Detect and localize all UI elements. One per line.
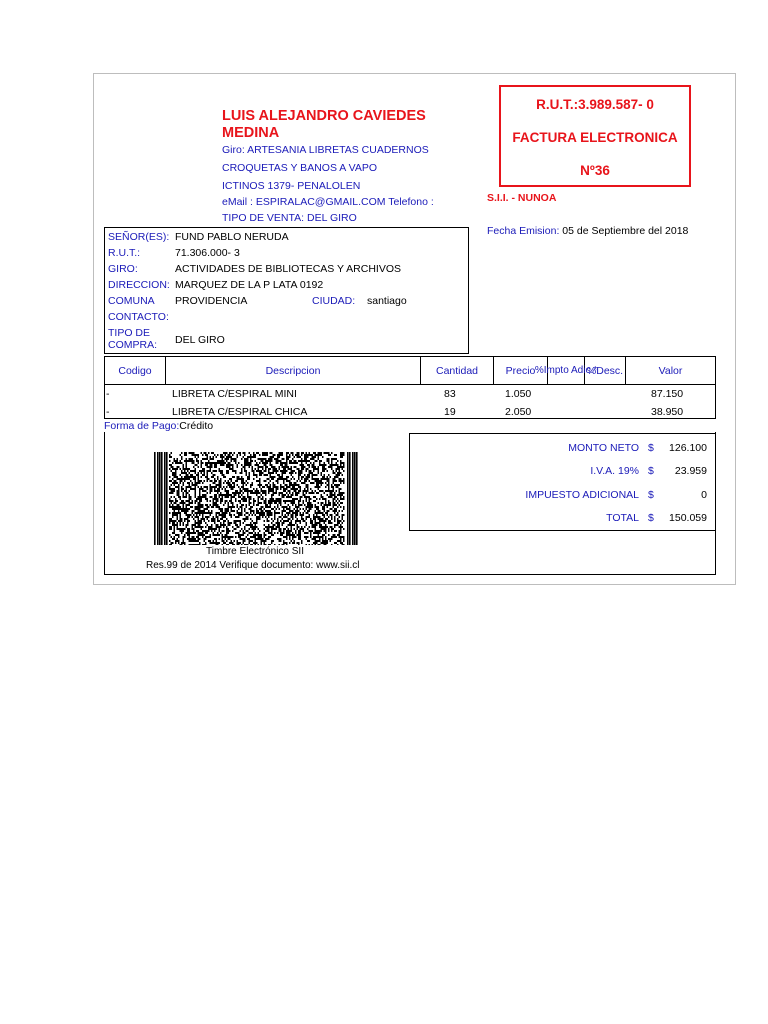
col-header-precio: Precio bbox=[494, 357, 548, 385]
total-currency: $ bbox=[648, 512, 654, 524]
total-neto-currency: $ bbox=[648, 442, 654, 454]
client-purchase-type-label-1: TIPO DE bbox=[108, 327, 151, 339]
client-contact-label: CONTACTO: bbox=[108, 311, 169, 323]
total-value: 150.059 bbox=[669, 512, 707, 524]
barcode-modules bbox=[154, 452, 358, 545]
document-type: FACTURA ELECTRONICA bbox=[512, 130, 678, 145]
seller-sale-type: TIPO DE VENTA: DEL GIRO bbox=[222, 212, 357, 224]
seller-giro-cont: CROQUETAS Y BANOS A VAPO bbox=[222, 162, 378, 174]
client-city-label: CIUDAD: bbox=[312, 295, 356, 307]
total-iva-value: 23.959 bbox=[674, 465, 707, 477]
col-header-desc: %Desc. bbox=[585, 357, 626, 385]
total-neto-value: 126.100 bbox=[669, 442, 707, 454]
total-impuesto-value: 0 bbox=[701, 489, 707, 501]
item-1-codigo: - bbox=[106, 388, 110, 400]
document-number: Nº36 bbox=[580, 163, 610, 178]
item-2-codigo: - bbox=[106, 406, 110, 418]
total-iva-label: I.V.A. 19% bbox=[590, 465, 639, 477]
col-header-codigo: Codigo bbox=[105, 357, 166, 385]
client-comuna-label: COMUNA bbox=[108, 295, 155, 307]
sii-office: S.I.I. - NUNOA bbox=[487, 192, 557, 204]
client-name: FUND PABLO NERUDA bbox=[175, 231, 289, 243]
client-city: santiago bbox=[367, 295, 407, 307]
total-label: TOTAL bbox=[606, 512, 639, 524]
item-2-precio: 2.050 bbox=[505, 406, 532, 418]
total-impuesto-label: IMPUESTO ADICIONAL bbox=[525, 489, 639, 501]
item-2-cantidad: 19 bbox=[444, 406, 456, 418]
client-address-label: DIRECCION: bbox=[108, 279, 170, 291]
item-1-valor: 87.150 bbox=[651, 388, 684, 400]
invoice-page bbox=[93, 73, 736, 585]
seller-address: ICTINOS 1379- PENALOLEN bbox=[222, 180, 361, 192]
seller-giro: Giro: ARTESANIA LIBRETAS CUADERNOS bbox=[222, 144, 429, 156]
col-header-impto: %Impto Adic.* bbox=[548, 357, 585, 385]
issuer-rut: R.U.T.:3.989.587- 0 bbox=[536, 97, 654, 112]
issue-date bbox=[487, 225, 688, 237]
payment-method bbox=[104, 420, 213, 432]
client-address: MARQUEZ DE LA P LATA 0192 bbox=[175, 279, 324, 291]
item-1-precio: 1.050 bbox=[505, 388, 532, 400]
payment-method-label: Forma de Pago: bbox=[104, 420, 180, 432]
client-purchase-type-label-2: COMPRA: bbox=[108, 339, 158, 351]
item-1-descripcion: LIBRETA C/ESPIRAL MINI bbox=[172, 388, 297, 400]
seller-contact: eMail : ESPIRALAC@GMAIL.COM Telefono : bbox=[222, 196, 434, 208]
pdf417-barcode-image bbox=[154, 452, 359, 545]
client-giro-label: GIRO: bbox=[108, 263, 138, 275]
item-2-descripcion: LIBRETA C/ESPIRAL CHICA bbox=[172, 406, 308, 418]
seller-name: LUIS ALEJANDRO CAVIEDES MEDINA bbox=[222, 108, 426, 141]
total-iva-currency: $ bbox=[648, 465, 654, 477]
items-table bbox=[104, 356, 716, 419]
issue-date-value: 05 de Septiembre del 2018 bbox=[559, 225, 689, 237]
issue-date-label: Fecha Emision: bbox=[487, 225, 560, 237]
client-box bbox=[104, 227, 469, 354]
resolution-note: Res.99 de 2014 Verifique documento: www.sii.cl bbox=[146, 560, 360, 571]
total-impuesto-currency: $ bbox=[648, 489, 654, 501]
electronic-stamp-caption: Timbre Electrónico SII bbox=[206, 546, 304, 557]
item-2-valor: 38.950 bbox=[651, 406, 684, 418]
item-1-cantidad: 83 bbox=[444, 388, 456, 400]
total-neto-label: MONTO NETO bbox=[568, 442, 639, 454]
col-header-descripcion: Descripcion bbox=[166, 357, 421, 385]
client-comuna: PROVIDENCIA bbox=[175, 295, 248, 307]
client-rut: 71.306.000- 3 bbox=[175, 247, 240, 259]
client-giro: ACTIVIDADES DE BIBLIOTECAS Y ARCHIVOS bbox=[175, 263, 402, 275]
client-purchase-type-label bbox=[108, 327, 157, 351]
col-header-cantidad: Cantidad bbox=[421, 357, 494, 385]
payment-method-value: Crédito bbox=[179, 420, 214, 432]
client-purchase-type: DEL GIRO bbox=[175, 334, 225, 346]
client-rut-label: R.U.T.: bbox=[108, 247, 141, 259]
col-header-valor: Valor bbox=[626, 357, 715, 385]
document-id-box bbox=[499, 85, 691, 187]
totals-box bbox=[409, 433, 716, 531]
client-name-label: SEÑOR(ES): bbox=[108, 231, 170, 243]
